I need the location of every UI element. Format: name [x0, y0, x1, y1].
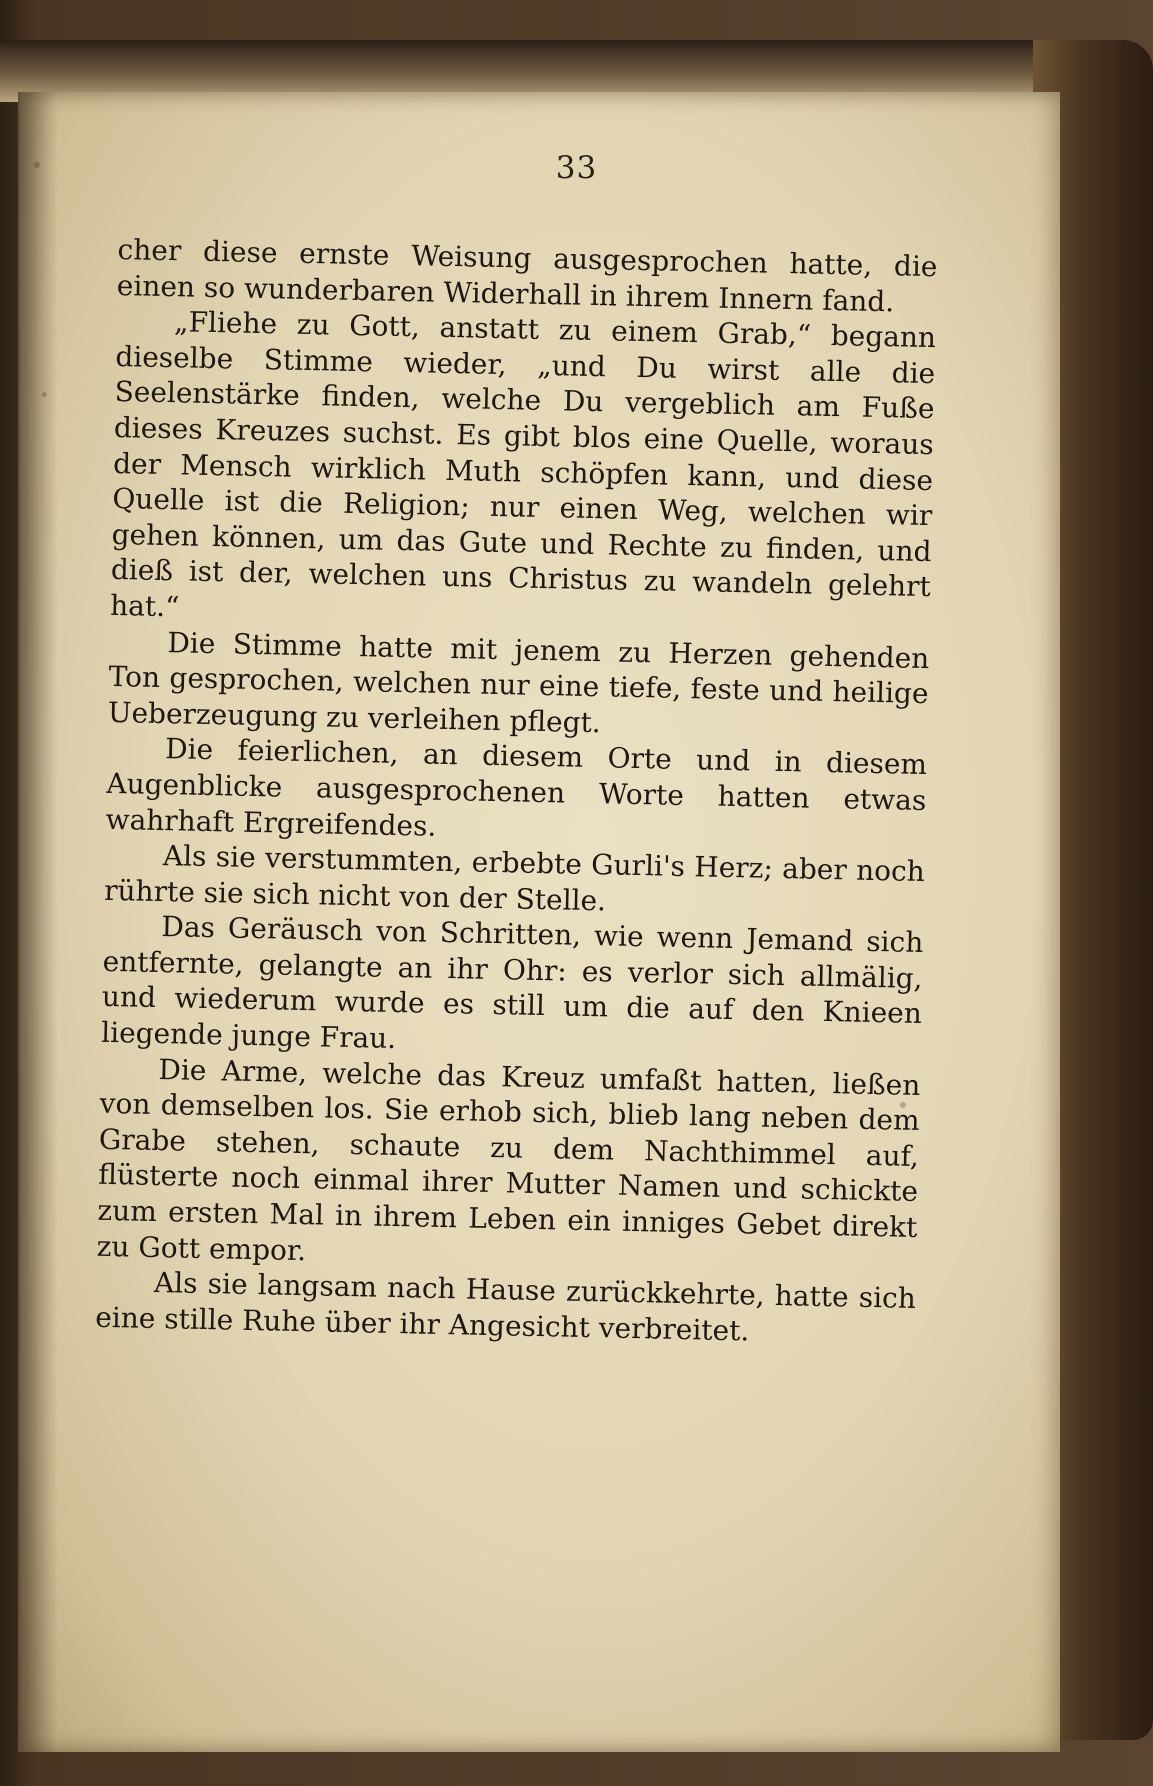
paragraph: Als sie verstummten, erbebte Gurli's Herz; aber noch rührte sie sich nicht von der Stelle. [103, 839, 926, 918]
paragraph: Das Geräusch von Schritten, wie wenn Jemand sich entfernte, gelangte an ihr Ohr: es verlor sich allmälig, und wiederum wurde es still um die auf den Knieen liegende junge Frau. [100, 910, 924, 1056]
paragraph: Die feierlichen, an diesem Orte und in diesem Augenblicke ausgesprochenen Worte hatten etwas wahrhaft Ergreifendes. [105, 732, 928, 843]
paragraph: „Fliehe zu Gott, anstatt zu einem Grab,“ begann dieselbe Stimme wieder, „und Du wirst alle die Seelenstärke finden, welche Du vergeblich am Fuße dieses Kreuzes suchst. Es gibt blos eine Quelle, woraus der Mensch wirklich Muth schöpfen kann, und diese Quelle ist die Religion; nur einen Weg, welchen wir gehen können, um das Gute und Rechte zu finden, und dieß ist der, welchen uns Christus zu wandeln gelehrt hat.“ [109, 305, 937, 624]
gutter-shadow [18, 92, 58, 1752]
paragraph: Die Stimme hatte mit jenem zu Herzen gehenden Ton gesprochen, welchen nur eine tiefe, feste und heilige Ueberzeugung zu verleihen pflegt. [107, 625, 930, 739]
page-number: 33 [555, 150, 598, 186]
body-text [95, 232, 938, 1352]
paragraph: Als sie langsam nach Hause zurückkehrte, hatte sich eine stille Ruhe über ihr Angesicht verbreitet. [94, 1266, 917, 1348]
paragraph: Die Arme, welche das Kreuz umfaßt hatten, ließen von demselben los. Sie erhob sich, blieb lang neben dem Grabe stehen, schaute zu dem Nachthimmel auf, flüsterte noch einmal ihrer Mutter Namen und schickte zum ersten Mal in ihrem Leben ein inniges Gebet direkt zu Gott empor. [96, 1052, 921, 1267]
paragraph: cher diese ernste Weisung ausgesprochen hatte, die einen so wunderbaren Widerhall in ihrem Innern fand. [116, 232, 938, 318]
